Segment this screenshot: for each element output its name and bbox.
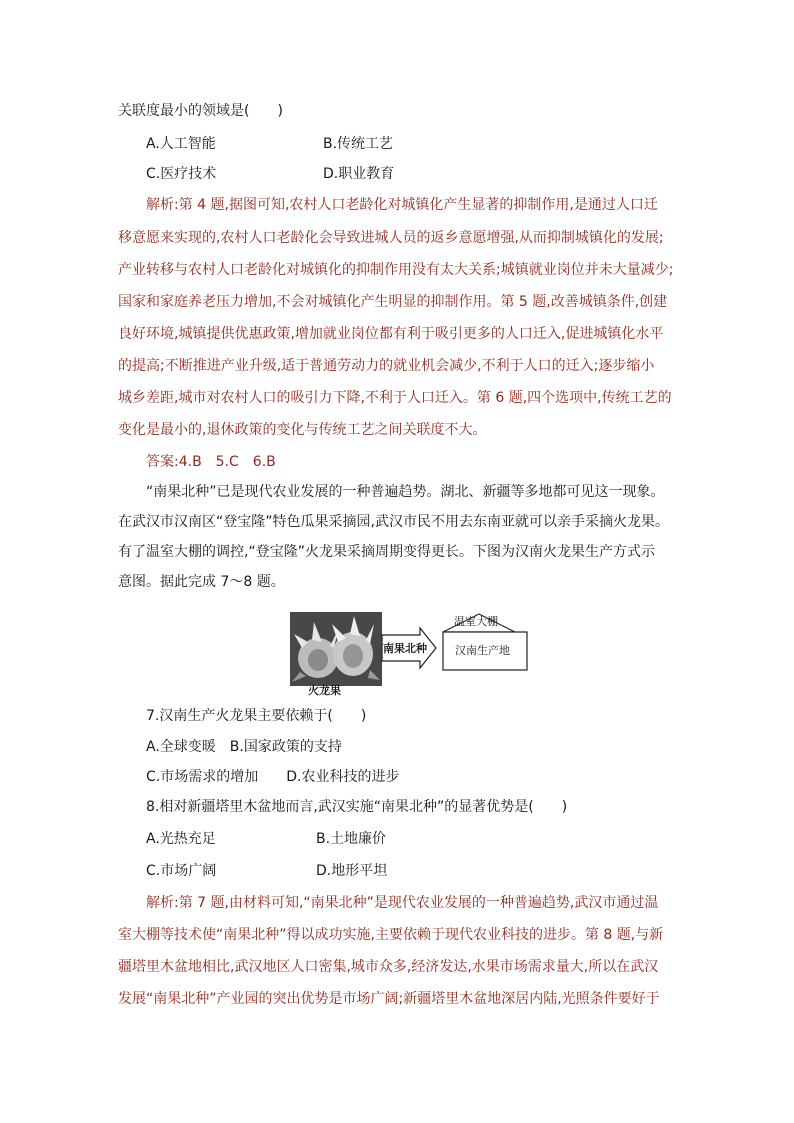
analysis-line: 解析:第 7 题,由材料可知,“南果北种”是现代农业发展的一种普遍趋势,武汉市通过温 [146,895,659,911]
option-a: A.人工智能 [146,136,216,152]
option-b: B.传统工艺 [323,136,394,152]
figure-diagram [290,610,530,702]
option-c: C.市场广阔 [146,863,217,879]
analysis-line: 变化是最小的,退休政策的变化与传统工艺之间关联度不大。 [118,422,487,438]
analysis-line: 室大棚等技术使“南果北种”得以成功实施,主要依赖于现代农业科技的进步。第 8 题,与新 [118,927,664,943]
analysis-line: 疆塔里木盆地相比,武汉地区人口密集,城市众多,经济发达,水果市场需求量大,所以在武汉 [118,959,659,975]
material-line: 意图。据此完成 7～8 题。 [118,574,285,590]
analysis-line: 城乡差距,城市对农村人口的吸引力下降,不利于人口迁入。第 6 题,四个选项中,传统工艺的 [118,390,672,406]
analysis-line: 移意愿来实现的,农村人口老龄化会导致进城人员的返乡意愿增强,从而抑制城镇化的发展; [118,230,664,246]
analysis-line: 解析:第 4 题,据图可知,农村人口老龄化对城镇化产生显著的抑制作用,是通过人口迁 [146,197,658,213]
answer-line: 答案:4.B 5.C 6.B [146,454,276,470]
analysis-line: 良好环境,城镇提供优惠政策,增加就业岗位都有利于吸引更多的人口迁入,促进城镇化水平 [118,326,664,342]
option-b: B.土地廉价 [316,831,387,847]
production-site-label: 汉南生产地 [455,644,510,657]
arrow-label: 南果北种 [383,642,427,655]
option-a: A.光热充足 [146,831,216,847]
option-d: D.地形平坦 [316,863,388,879]
greenhouse-label: 温室大棚 [454,615,498,628]
analysis-line: 国家和家庭养老压力增加,不会对城镇化产生明显的抑制作用。第 5 题,改善城镇条件,创建 [118,294,668,310]
material-line: 在武汉市汉南区“登宝隆”特色瓜果采摘园,武汉市民不用去东南亚就可以亲手采摘火龙果。 [118,514,669,530]
analysis-line: 产业转移与农村人口老龄化对城镇化的抑制作用没有太大关系;城镇就业岗位并未大量减少; [118,262,674,278]
option-d: D.职业教育 [323,166,395,182]
photo-caption: 火龙果 [308,684,341,697]
question-stem: 关联度最小的领域是( ) [118,103,283,119]
options-row: C.市场需求的增加 D.农业科技的进步 [146,769,400,785]
material-line: 有了温室大棚的调控,“登宝隆”火龙果采摘周期变得更长。下图为汉南火龙果生产方式示 [118,544,655,560]
question-stem: 8.相对新疆塔里木盆地而言,武汉实施“南果北种”的显著优势是( ) [146,799,568,815]
option-c: C.医疗技术 [146,166,217,182]
analysis-line: 的提高;不断推进产业升级,适于普通劳动力的就业机会减少,不利于人口的迁入;逐步缩小 [118,358,655,374]
analysis-line: 发展“南果北种”产业园的突出优势是市场广阔;新疆塔里木盆地深居内陆,光照条件要好于 [118,991,660,1007]
material-line: “南果北种”已是现代农业发展的一种普遍趋势。湖北、新疆等多地都可见这一现象。 [146,484,665,500]
options-row: A.全球变暖 B.国家政策的支持 [146,739,342,755]
question-stem: 7.汉南生产火龙果主要依赖于( ) [146,708,367,724]
